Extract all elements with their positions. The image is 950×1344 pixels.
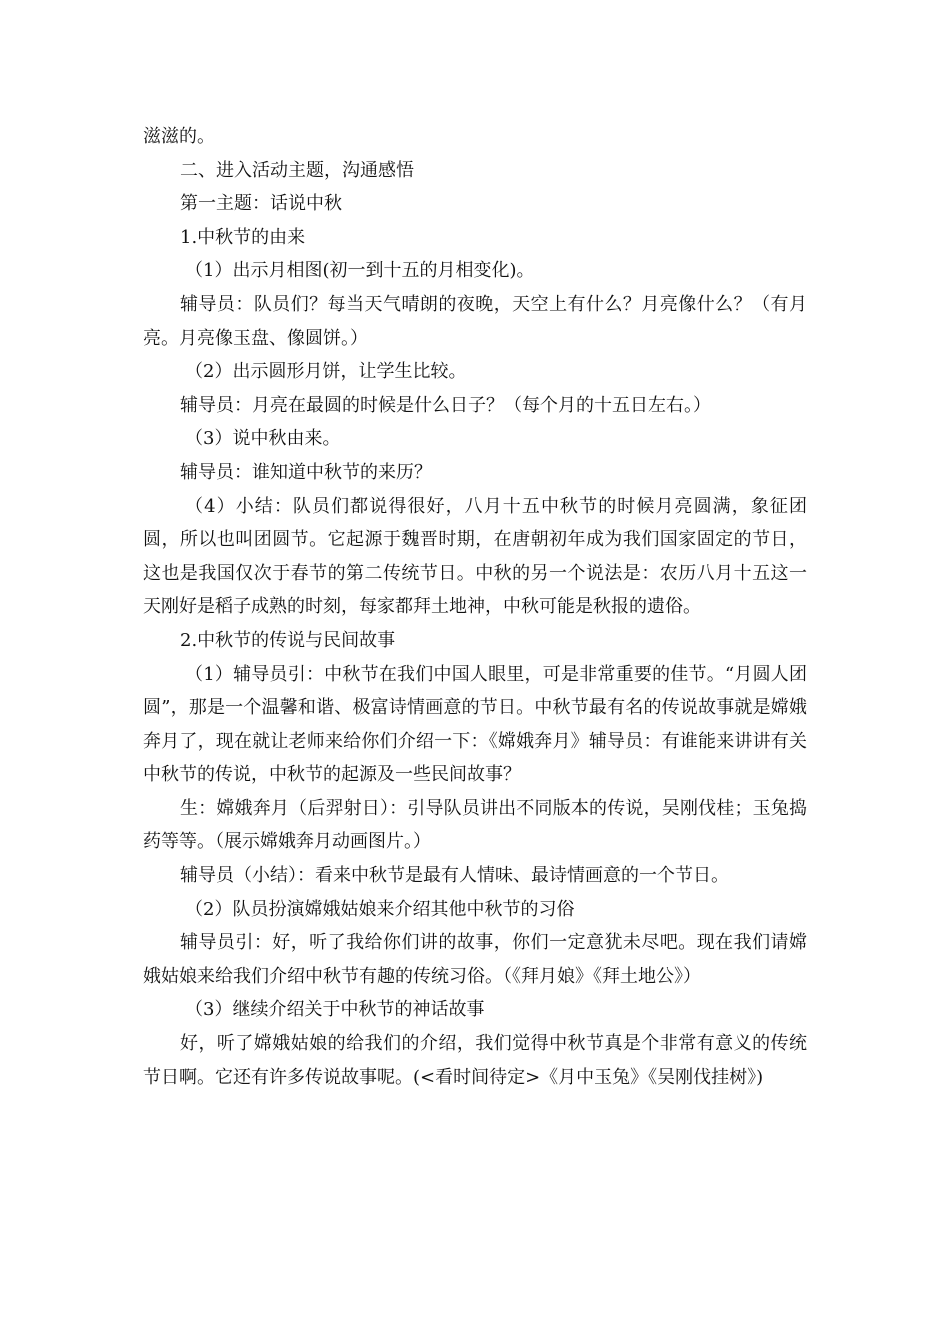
paragraph: （1）出示月相图(初一到十五的月相变化)。 bbox=[185, 260, 535, 282]
paragraph: 辅导员引：好，听了我给你们讲的故事，你们一定意犹未尽吧。现在我们请嫦娥姑娘来给我们介绍中秋节有趣的传统习俗。（《拜月娘》《拜土地公》） bbox=[143, 932, 807, 987]
paragraph: （3）继续介绍关于中秋节的神话故事 bbox=[185, 999, 485, 1021]
paragraph: 辅导员：队员们？每当天气晴朗的夜晚，天空上有什么？月亮像什么？（有月亮。月亮像玉盘、像圆饼。） bbox=[143, 293, 807, 349]
paragraph: （2）出示圆形月饼，让学生比较。 bbox=[185, 361, 467, 383]
paragraph: 生：嫦娥奔月（后羿射日）：引导队员讲出不同版本的传说，吴刚伐桂；玉兔捣药等等。（展示嫦娥奔月动画图片。） bbox=[143, 797, 807, 853]
document-body bbox=[143, 120, 807, 1094]
paragraph: （2）队员扮演嫦娥姑娘来介绍其他中秋节的习俗 bbox=[185, 898, 575, 920]
paragraph: 辅导员：月亮在最圆的时候是什么日子？（每个月的十五日左右。） bbox=[180, 394, 711, 416]
item-heading: 2.中秋节的传说与民间故事 bbox=[180, 629, 396, 651]
section-heading: 二、进入活动主题，沟通感悟 bbox=[180, 159, 414, 181]
paragraph: 好，听了嫦娥姑娘的给我们的介绍，我们觉得中秋节真是个非常有意义的传统节日啊。它还有许多传说故事呢。(<看时间待定>《月中玉兔》《吴刚伐挂树》) bbox=[143, 1033, 807, 1088]
paragraph: 滋滋的。 bbox=[143, 126, 215, 147]
paragraph: 辅导员（小结）：看来中秋节是最有人情味、最诗情画意的一个节日。 bbox=[180, 865, 729, 887]
paragraph: （4）小结：队员们都说得很好，八月十五中秋节的时候月亮圆满，象征团圆，所以也叫团圆节。它起源于魏晋时期，在唐朝初年成为我们国家固定的节日，这也是我国仅次于春节的第二传统节日。中秋的另一个说法是：农历八月十五这一天刚好是稻子成熟的时刻，每家都拜土地神，中秋可能是秋报的遗俗。 bbox=[143, 495, 807, 618]
paragraph: 辅导员：谁知道中秋节的来历？ bbox=[180, 461, 432, 483]
item-heading: 1.中秋节的由来 bbox=[180, 226, 306, 248]
subsection-heading: 第一主题：话说中秋 bbox=[180, 193, 342, 215]
paragraph: （1）辅导员引：中秋节在我们中国人眼里，可是非常重要的佳节。“月圆人团圆”，那是一个温馨和谐、极富诗情画意的节日。中秋节最有名的传说故事就是嫦娥奔月了，现在就让老师来给你们介绍一下：《嫦娥奔月》辅导员：有谁能来讲讲有关中秋节的传说，中秋节的起源及一些民间故事？ bbox=[143, 663, 807, 786]
paragraph: （3）说中秋由来。 bbox=[185, 428, 341, 450]
